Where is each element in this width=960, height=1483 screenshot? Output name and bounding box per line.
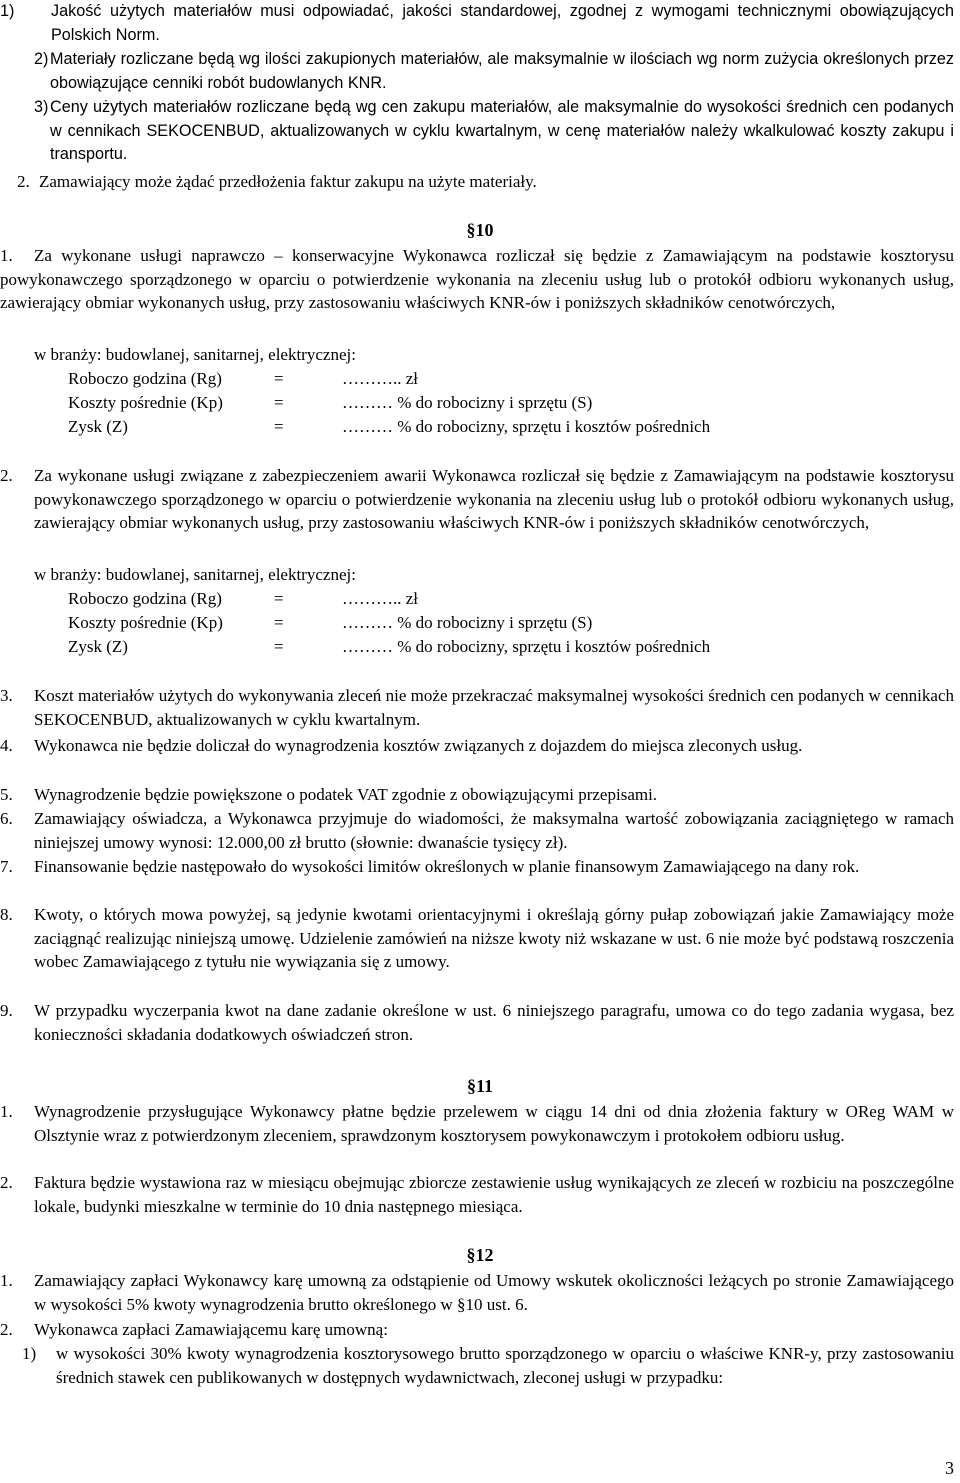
rate-label: Roboczo godzina (Rg) — [68, 369, 222, 388]
list-item — [0, 1269, 954, 1316]
list-text: Zamawiający oświadcza, a Wykonawca przyjmuje do wiadomości, że maksymalna wartość zobowiązania zaciągniętego w ramach niniejszej umowy wynosi: 12.000,00 zł brutto (słownie: dwanaście tysięcy zł). — [34, 809, 954, 852]
list-item — [0, 783, 954, 807]
rate-eq: = — [274, 393, 284, 412]
list-text: Wynagrodzenie przysługujące Wykonawcy płatne będzie przelewem w ciągu 14 dni od dnia złożenia faktury w OReg WAM w Olsztynie wraz z potwierdzonym zleceniem, sprawdzonym kosztorysem powykonawczym i protokołem odbioru usług. — [34, 1102, 954, 1145]
rate-label: Roboczo godzina (Rg) — [68, 589, 222, 608]
list-number: 3. — [0, 686, 13, 705]
section-heading: §11 — [466, 1076, 493, 1096]
list-text: Koszt materiałów użytych do wykonywania zleceń nie może przekraczać maksymalnej wysokości średnich cen podanych w cennikach SEKOCENBUD, aktualizowanych w cyklu kwartalnym. — [34, 686, 954, 729]
list-text: Za wykonane usługi związane z zabezpieczeniem awarii Wykonawca rozliczał się będzie z Zamawiającym na podstawie kosztorysu powykonawczego sporządzonego w oparciu o potwierdzenie wykonania na zleceniu usług lub o protokół odbioru wykonanych usług, zawierający obmiar wykonanych usług, przy zastosowaniu właściwych KNR-ów i poniższych składników cenotwórczych, — [34, 466, 954, 532]
list-text: Ceny użytych materiałów rozliczane będą wg cen zakupu materiałów, ale maksymalnie do wysokości średnich cen podanych w cennikach SEKOCENBUD, aktualizowanych w cyklu kwartalnym, w cenę materiałów należy wkalkulować koszty zakupu i transportu. — [50, 98, 954, 163]
rate-label: Koszty pośrednie (Kp) — [68, 613, 223, 632]
list-item — [0, 1318, 954, 1342]
list-text: w wysokości 30% kwoty wynagrodzenia kosztorysowego brutto sporządzonego w oparciu o właściwe KNR-y, przy zastosowaniu średnich stawek cen publikowanych w dostępnych wydawnictwach, zleconej usługi w przypadku: — [56, 1344, 954, 1387]
list-item — [0, 807, 954, 854]
rate-label: Zysk (Z) — [68, 637, 128, 656]
rate-value: ……….. zł — [342, 369, 419, 388]
section-heading: §12 — [466, 1245, 494, 1265]
list-item — [0, 464, 954, 535]
list-number: 2. — [0, 1320, 13, 1339]
list-text: Kwoty, o których mowa powyżej, są jedynie kwotami orientacyjnymi i określają górny pułap zobowiązań jakie Zamawiający może zaciągnąć realizując niniejszą umowę. Udzielenie zamówień na niższe kwoty niż wskazane w ust. 6 nie może być podstawą roszczenia wobec Zamawiającego z tytułu nie wywiązania się z umowy. — [34, 905, 954, 971]
list-text: Wykonawca nie będzie doliczał do wynagrodzenia kosztów związanych z dojazdem do miejsca zleconych usług. — [34, 736, 803, 755]
list-text: Finansowanie będzie następowało do wysokości limitów określonych w planie finansowym Zamawiającego na dany rok. — [34, 857, 860, 876]
list-item — [0, 1100, 954, 1147]
list-number: 1) — [0, 2, 15, 20]
list-item — [0, 903, 954, 974]
list-item — [34, 96, 954, 167]
rate-label: Koszty pośrednie (Kp) — [68, 393, 223, 412]
list-item — [0, 684, 954, 731]
rate-value: ……… % do robocizny i sprzętu (S) — [342, 393, 593, 412]
list-item — [0, 0, 954, 47]
branch-label: w branży: budowlanej, sanitarnej, elektrycznej: — [34, 565, 356, 584]
rate-eq: = — [274, 589, 284, 608]
list-number: 2. — [0, 1173, 13, 1192]
rate-value: ……… % do robocizny, sprzętu i kosztów pośrednich — [342, 417, 711, 436]
rate-label: Zysk (Z) — [68, 417, 128, 436]
list-number: 1. — [0, 1102, 13, 1121]
list-number: 7. — [0, 857, 13, 876]
list-text: Za wykonane usługi naprawczo – konserwacyjne Wykonawca rozliczał się będzie z Zamawiającym na podstawie kosztorysu powykonawczego sporządzonego w oparciu o potwierdzenie wykonania na zleceniu usług lub o protokół odbioru wykonanych usług, zawierający obmiar wykonanych usług, przy zastosowaniu właściwych KNR-ów i poniższych składników cenotwórczych, — [0, 246, 954, 312]
rate-value: ……… % do robocizny, sprzętu i kosztów pośrednich — [342, 637, 711, 656]
rate-value: ……….. zł — [342, 589, 419, 608]
list-text: Jakość użytych materiałów musi odpowiadać, jakości standardowej, zgodnej z wymogami technicznymi obowiązujących Polskich Norm. — [51, 2, 954, 44]
list-number: 1) — [22, 1344, 37, 1363]
list-number: 1. — [0, 1271, 13, 1290]
list-number: 2. — [17, 172, 30, 191]
branch-label: w branży: budowlanej, sanitarnej, elektrycznej: — [34, 345, 356, 364]
list-number: 9. — [0, 1001, 13, 1020]
list-text: Wynagrodzenie będzie powiększone o podatek VAT zgodnie z obowiązującymi przepisami. — [34, 785, 658, 804]
list-text: Wykonawca zapłaci Zamawiającemu karę umowną: — [34, 1320, 388, 1339]
list-text: Faktura będzie wystawiona raz w miesiącu obejmując zbiorcze zestawienie usług wynikających ze zleceń w rozbiciu na poszczególne lokale, budynki mieszkalne w terminie do 10 dnia następnego miesiąca. — [34, 1173, 954, 1216]
list-item — [34, 48, 954, 95]
list-text: W przypadku wyczerpania kwot na dane zadanie określone w ust. 6 niniejszego paragrafu, umowa co do tego zadania wygasa, bez konieczności składania dodatkowych oświadczeń stron. — [34, 1001, 954, 1044]
list-text: Materiały rozliczane będą wg ilości zakupionych materiałów, ale maksymalnie w ilościach wg norm zużycia określonych przez obowiązujące cenniki robót budowlanych KNR. — [50, 50, 954, 92]
rate-value: ……… % do robocizny i sprzętu (S) — [342, 613, 593, 632]
section-heading: §10 — [466, 220, 494, 240]
list-item — [0, 244, 954, 315]
rate-eq: = — [274, 613, 284, 632]
list-item — [0, 734, 954, 758]
list-text: Zamawiający może żądać przedłożenia faktur zakupu na użyte materiały. — [39, 172, 537, 191]
rate-eq: = — [274, 369, 284, 388]
list-number: 6. — [0, 809, 13, 828]
list-number: 2) — [34, 50, 49, 68]
list-number: 8. — [0, 905, 13, 924]
list-number: 5. — [0, 785, 13, 804]
rate-eq: = — [274, 637, 284, 656]
list-number: 1. — [0, 246, 13, 265]
list-item — [0, 1171, 954, 1218]
list-number: 2. — [0, 466, 13, 485]
list-item — [22, 1342, 954, 1389]
list-item — [0, 999, 954, 1046]
list-text: Zamawiający zapłaci Wykonawcy karę umowną za odstąpienie od Umowy wskutek okoliczności leżących po stronie Zamawiającego w wysokości 5% kwoty wynagrodzenia brutto określonego w §10 ust. 6. — [34, 1271, 954, 1314]
rate-eq: = — [274, 417, 284, 436]
page-number: 3 — [945, 1458, 954, 1478]
list-item — [17, 170, 947, 194]
list-item — [0, 855, 954, 879]
list-number: 3) — [34, 98, 49, 116]
list-number: 4. — [0, 736, 13, 755]
